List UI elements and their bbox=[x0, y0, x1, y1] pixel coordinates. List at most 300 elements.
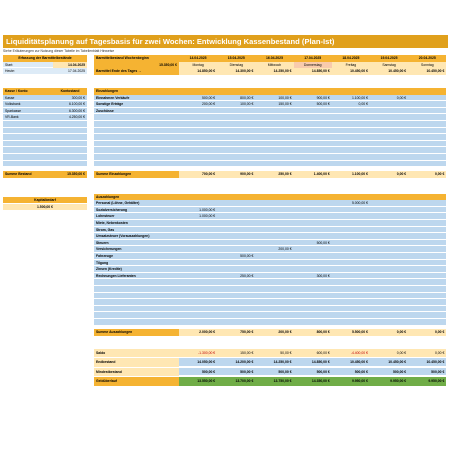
summe-auszahlungen-value[interactable]: 0,00 € bbox=[370, 329, 408, 336]
einzahlung-label[interactable]: Einnahmen Verkäufe bbox=[94, 95, 179, 102]
einzahlung-value[interactable] bbox=[179, 161, 217, 168]
auszahlung-value[interactable] bbox=[217, 312, 255, 319]
einzahlung-label[interactable]: Sonstige Erträge bbox=[94, 101, 179, 108]
auszahlung-value[interactable] bbox=[408, 306, 446, 313]
auszahlung-value[interactable] bbox=[294, 260, 332, 267]
summe-auszahlungen-value[interactable]: 750,00 € bbox=[217, 329, 255, 336]
auszahlung-value[interactable] bbox=[370, 207, 408, 214]
auszahlung-value[interactable] bbox=[408, 213, 446, 220]
endbestand-value[interactable]: 14.850,00 € bbox=[294, 358, 332, 367]
day-header[interactable]: Sonntag bbox=[408, 62, 446, 69]
endbestand-value[interactable]: 14.200,00 € bbox=[217, 358, 255, 367]
endbestand-value[interactable]: 10.450,00 € bbox=[370, 358, 408, 367]
einzahlung-label[interactable] bbox=[94, 141, 179, 148]
summe-einzahlungen-value[interactable]: 700,00 € bbox=[179, 171, 217, 178]
auszahlung-value[interactable] bbox=[179, 246, 217, 253]
einzahlung-value[interactable] bbox=[332, 121, 370, 128]
einzahlung-value[interactable] bbox=[294, 161, 332, 168]
account-name[interactable] bbox=[3, 147, 53, 154]
auszahlung-value[interactable]: 250,00 € bbox=[217, 273, 255, 280]
auszahlung-value[interactable] bbox=[217, 319, 255, 326]
einzahlung-value[interactable] bbox=[217, 147, 255, 154]
auszahlung-value[interactable] bbox=[294, 312, 332, 319]
einzahlung-value[interactable]: 800,00 € bbox=[217, 95, 255, 102]
auszahlung-value[interactable] bbox=[370, 319, 408, 326]
auszahlung-value[interactable] bbox=[332, 306, 370, 313]
einzahlung-value[interactable]: 0,00 € bbox=[332, 101, 370, 108]
account-name[interactable] bbox=[3, 141, 53, 148]
saldo-value[interactable]: 0,00 € bbox=[408, 349, 446, 358]
summe-einzahlungen-label[interactable]: Summe Einzahlungen bbox=[94, 171, 179, 178]
auszahlung-label[interactable]: Strom, Gas bbox=[94, 227, 179, 234]
einzahlungen-header-fill[interactable] bbox=[179, 88, 217, 95]
einzahlung-label[interactable] bbox=[94, 154, 179, 161]
auszahlung-value[interactable] bbox=[408, 299, 446, 306]
auszahlung-value[interactable] bbox=[179, 200, 217, 207]
saldo-value[interactable]: 600,00 € bbox=[294, 349, 332, 358]
auszahlung-value[interactable] bbox=[179, 306, 217, 313]
auszahlung-value[interactable] bbox=[370, 200, 408, 207]
einzahlung-value[interactable] bbox=[179, 134, 217, 141]
day-header[interactable]: Donnerstag bbox=[294, 62, 332, 69]
einzahlung-value[interactable] bbox=[255, 154, 293, 161]
auszahlung-value[interactable] bbox=[255, 213, 293, 220]
einzahlung-value[interactable] bbox=[370, 108, 408, 115]
auszahlung-value[interactable] bbox=[179, 253, 217, 260]
auszahlung-value[interactable] bbox=[332, 213, 370, 220]
einzahlung-label[interactable] bbox=[94, 128, 179, 135]
auszahlung-label[interactable]: Lohnsteuer bbox=[94, 213, 179, 220]
auszahlung-value[interactable] bbox=[255, 240, 293, 247]
date-header[interactable]: 18.04.2025 bbox=[332, 55, 370, 62]
bestand-value[interactable]: 15.350,00 € bbox=[94, 62, 179, 69]
einzahlung-value[interactable] bbox=[408, 161, 446, 168]
day-header[interactable]: Samstag bbox=[370, 62, 408, 69]
auszahlung-value[interactable] bbox=[408, 279, 446, 286]
einzahlung-value[interactable] bbox=[408, 95, 446, 102]
auszahlung-label[interactable]: Sozialversicherung bbox=[94, 207, 179, 214]
auszahlung-value[interactable] bbox=[332, 240, 370, 247]
auszahlung-value[interactable] bbox=[217, 240, 255, 247]
auszahlung-value[interactable]: 500,00 € bbox=[294, 240, 332, 247]
auszahlung-label[interactable] bbox=[94, 299, 179, 306]
ende-value[interactable]: 10.450,00 € bbox=[370, 68, 408, 75]
auszahlung-value[interactable] bbox=[332, 279, 370, 286]
auszahlung-value[interactable] bbox=[408, 240, 446, 247]
kapitalbedarf-value[interactable]: 1.500,00 € bbox=[3, 204, 87, 211]
auszahlung-value[interactable] bbox=[294, 233, 332, 240]
geldueberlauf-label[interactable]: Geldüberlauf bbox=[94, 377, 179, 386]
summe-einzahlungen-value[interactable]: 0,00 € bbox=[408, 171, 446, 178]
einzahlung-value[interactable]: 500,00 € bbox=[294, 101, 332, 108]
day-header[interactable]: Freitag bbox=[332, 62, 370, 69]
geldueberlauf-value[interactable]: 13.750,00 € bbox=[255, 377, 293, 386]
auszahlung-value[interactable] bbox=[294, 213, 332, 220]
date-header[interactable]: 19.04.2025 bbox=[370, 55, 408, 62]
auszahlung-value[interactable] bbox=[294, 253, 332, 260]
auszahlung-value[interactable] bbox=[179, 227, 217, 234]
mindestbestand-value[interactable]: 500,00 € bbox=[255, 368, 293, 377]
auszahlung-value[interactable] bbox=[294, 299, 332, 306]
auszahlung-value[interactable] bbox=[370, 286, 408, 293]
auszahlung-value[interactable] bbox=[370, 213, 408, 220]
auszahlung-value[interactable] bbox=[370, 253, 408, 260]
auszahlungen-header-fill[interactable] bbox=[255, 194, 293, 201]
einzahlung-value[interactable] bbox=[370, 114, 408, 121]
auszahlung-value[interactable] bbox=[294, 200, 332, 207]
auszahlung-value[interactable] bbox=[408, 200, 446, 207]
einzahlung-value[interactable] bbox=[294, 154, 332, 161]
auszahlung-value[interactable] bbox=[255, 279, 293, 286]
auszahlung-value[interactable] bbox=[294, 286, 332, 293]
einzahlung-label[interactable] bbox=[94, 134, 179, 141]
mindestbestand-value[interactable]: 500,00 € bbox=[332, 368, 370, 377]
geldueberlauf-value[interactable]: 9.950,00 € bbox=[370, 377, 408, 386]
auszahlung-value[interactable] bbox=[217, 293, 255, 300]
einzahlung-value[interactable]: 0,00 € bbox=[370, 95, 408, 102]
auszahlung-value[interactable] bbox=[408, 207, 446, 214]
auszahlung-value[interactable] bbox=[179, 286, 217, 293]
account-name[interactable]: Kasse bbox=[3, 95, 53, 102]
auszahlung-value[interactable] bbox=[255, 299, 293, 306]
einzahlung-value[interactable] bbox=[370, 121, 408, 128]
auszahlung-value[interactable] bbox=[370, 279, 408, 286]
einzahlungen-header-fill[interactable] bbox=[408, 88, 446, 95]
auszahlung-value[interactable] bbox=[179, 273, 217, 280]
auszahlung-value[interactable] bbox=[370, 306, 408, 313]
einzahlung-value[interactable] bbox=[255, 108, 293, 115]
einzahlung-value[interactable] bbox=[179, 121, 217, 128]
geldueberlauf-value[interactable]: 9.950,00 € bbox=[332, 377, 370, 386]
geldueberlauf-value[interactable]: 13.700,00 € bbox=[217, 377, 255, 386]
day-header[interactable]: Mittwoch bbox=[255, 62, 293, 69]
auszahlungen-header[interactable]: Auszahlungen bbox=[94, 194, 179, 201]
auszahlung-value[interactable] bbox=[332, 253, 370, 260]
auszahlung-label[interactable]: Zinsen (Kredite) bbox=[94, 266, 179, 273]
einzahlung-value[interactable]: 100,00 € bbox=[255, 95, 293, 102]
account-value[interactable] bbox=[53, 134, 87, 141]
einzahlungen-header[interactable]: Einzahlungen bbox=[94, 88, 179, 95]
einzahlung-value[interactable] bbox=[408, 114, 446, 121]
einzahlung-value[interactable] bbox=[294, 134, 332, 141]
einzahlung-value[interactable] bbox=[217, 141, 255, 148]
account-value[interactable]: 6.300,00 € bbox=[53, 108, 87, 115]
auszahlung-label[interactable] bbox=[94, 279, 179, 286]
einzahlung-value[interactable] bbox=[217, 128, 255, 135]
auszahlung-value[interactable] bbox=[370, 227, 408, 234]
auszahlung-value[interactable] bbox=[294, 266, 332, 273]
auszahlung-value[interactable] bbox=[294, 293, 332, 300]
auszahlung-value[interactable] bbox=[408, 253, 446, 260]
einzahlung-value[interactable] bbox=[255, 114, 293, 121]
account-value[interactable] bbox=[53, 147, 87, 154]
einzahlung-value[interactable] bbox=[294, 128, 332, 135]
auszahlungen-header-fill[interactable] bbox=[370, 194, 408, 201]
auszahlung-value[interactable] bbox=[294, 319, 332, 326]
einzahlung-value[interactable] bbox=[370, 161, 408, 168]
auszahlung-value[interactable] bbox=[332, 207, 370, 214]
einzahlungen-header-fill[interactable] bbox=[255, 88, 293, 95]
einzahlung-value[interactable] bbox=[332, 128, 370, 135]
endbestand-value[interactable]: 10.450,00 € bbox=[332, 358, 370, 367]
einzahlung-value[interactable] bbox=[217, 108, 255, 115]
auszahlung-value[interactable] bbox=[255, 260, 293, 267]
auszahlung-value[interactable] bbox=[294, 220, 332, 227]
account-name[interactable] bbox=[3, 134, 53, 141]
summe-auszahlungen-value[interactable]: 0,00 € bbox=[408, 329, 446, 336]
konto-header[interactable]: Kontostand bbox=[53, 88, 87, 95]
saldo-value[interactable]: 150,00 € bbox=[217, 349, 255, 358]
auszahlung-value[interactable] bbox=[370, 266, 408, 273]
date-header[interactable]: 14.04.2025 bbox=[179, 55, 217, 62]
einzahlung-value[interactable] bbox=[408, 134, 446, 141]
auszahlung-value[interactable] bbox=[179, 260, 217, 267]
account-value[interactable] bbox=[53, 161, 87, 168]
auszahlung-label[interactable] bbox=[94, 319, 179, 326]
einzahlung-value[interactable] bbox=[294, 114, 332, 121]
auszahlung-label[interactable] bbox=[94, 286, 179, 293]
einzahlung-value[interactable] bbox=[217, 121, 255, 128]
auszahlung-value[interactable] bbox=[255, 207, 293, 214]
auszahlung-value[interactable] bbox=[332, 312, 370, 319]
auszahlung-value[interactable] bbox=[408, 260, 446, 267]
auszahlung-value[interactable] bbox=[332, 273, 370, 280]
mindestbestand-value[interactable]: 500,00 € bbox=[294, 368, 332, 377]
auszahlung-value[interactable] bbox=[332, 220, 370, 227]
einzahlung-value[interactable] bbox=[408, 121, 446, 128]
summe-bestand-value[interactable]: 15.350,00 € bbox=[53, 171, 87, 178]
einzahlung-value[interactable] bbox=[179, 128, 217, 135]
auszahlung-value[interactable] bbox=[255, 293, 293, 300]
ende-label[interactable]: Barmittel Ende des Tages → bbox=[94, 68, 179, 75]
auszahlung-value[interactable] bbox=[255, 312, 293, 319]
date-header[interactable]: 20.04.2025 bbox=[408, 55, 446, 62]
kapitalbedarf-label[interactable]: Kapitalbedarf bbox=[3, 197, 87, 204]
auszahlung-value[interactable]: 1.000,00 € bbox=[179, 207, 217, 214]
auszahlung-value[interactable] bbox=[255, 220, 293, 227]
einzahlung-value[interactable] bbox=[370, 147, 408, 154]
auszahlung-value[interactable] bbox=[370, 273, 408, 280]
ende-value[interactable]: 14.850,00 € bbox=[294, 68, 332, 75]
einzahlung-value[interactable] bbox=[179, 147, 217, 154]
einzahlungen-header-fill[interactable] bbox=[332, 88, 370, 95]
auszahlung-value[interactable] bbox=[294, 279, 332, 286]
einzahlung-value[interactable] bbox=[255, 161, 293, 168]
saldo-value[interactable]: -1.300,00 € bbox=[179, 349, 217, 358]
auszahlung-value[interactable] bbox=[179, 299, 217, 306]
saldo-value[interactable]: 50,00 € bbox=[255, 349, 293, 358]
auszahlung-value[interactable]: 1.000,00 € bbox=[179, 213, 217, 220]
auszahlung-value[interactable] bbox=[408, 220, 446, 227]
mindestbestand-value[interactable]: 500,00 € bbox=[179, 368, 217, 377]
auszahlung-label[interactable]: Personal (Löhne, Gehälter) bbox=[94, 200, 179, 207]
mindestbestand-value[interactable]: 500,00 € bbox=[408, 368, 446, 377]
auszahlung-value[interactable] bbox=[217, 200, 255, 207]
auszahlung-value[interactable] bbox=[179, 312, 217, 319]
auszahlung-value[interactable] bbox=[217, 233, 255, 240]
auszahlung-value[interactable] bbox=[370, 312, 408, 319]
account-value[interactable] bbox=[53, 154, 87, 161]
auszahlung-label[interactable]: Versicherungen bbox=[94, 246, 179, 253]
auszahlung-value[interactable]: 500,00 € bbox=[217, 253, 255, 260]
summe-einzahlungen-value[interactable]: 1.400,00 € bbox=[294, 171, 332, 178]
auszahlung-value[interactable] bbox=[370, 293, 408, 300]
auszahlung-value[interactable] bbox=[179, 240, 217, 247]
einzahlung-value[interactable] bbox=[370, 134, 408, 141]
date-header[interactable]: 17.04.2025 bbox=[294, 55, 332, 62]
start-label[interactable]: Start: bbox=[3, 62, 53, 69]
auszahlung-label[interactable] bbox=[94, 293, 179, 300]
auszahlung-value[interactable] bbox=[179, 233, 217, 240]
auszahlung-value[interactable] bbox=[332, 319, 370, 326]
auszahlung-value[interactable] bbox=[255, 273, 293, 280]
account-name[interactable]: Sparkasse bbox=[3, 108, 53, 115]
auszahlung-value[interactable] bbox=[370, 233, 408, 240]
date-header[interactable]: 15.04.2025 bbox=[217, 55, 255, 62]
auszahlung-label[interactable]: Rechnungen Lieferanten bbox=[94, 273, 179, 280]
einzahlung-value[interactable] bbox=[408, 141, 446, 148]
einzahlung-value[interactable] bbox=[179, 108, 217, 115]
auszahlung-value[interactable] bbox=[255, 253, 293, 260]
auszahlung-value[interactable] bbox=[294, 246, 332, 253]
auszahlung-value[interactable] bbox=[217, 227, 255, 234]
saldo-label[interactable]: Saldo bbox=[94, 349, 179, 358]
mindestbestand-label[interactable]: Mindestbestand bbox=[94, 368, 179, 377]
summe-einzahlungen-value[interactable]: 0,00 € bbox=[370, 171, 408, 178]
ende-value[interactable]: 10.450,00 € bbox=[408, 68, 446, 75]
einzahlung-value[interactable] bbox=[332, 161, 370, 168]
auszahlung-label[interactable]: Tilgung bbox=[94, 260, 179, 267]
account-value[interactable] bbox=[53, 121, 87, 128]
einzahlung-value[interactable]: 1.100,00 € bbox=[332, 95, 370, 102]
einzahlung-value[interactable] bbox=[294, 147, 332, 154]
summe-einzahlungen-value[interactable]: 250,00 € bbox=[255, 171, 293, 178]
geldueberlauf-value[interactable]: 14.350,00 € bbox=[294, 377, 332, 386]
kasse-header[interactable]: Kasse / Konto bbox=[3, 88, 53, 95]
auszahlung-value[interactable] bbox=[255, 286, 293, 293]
summe-einzahlungen-value[interactable]: 1.100,00 € bbox=[332, 171, 370, 178]
auszahlung-value[interactable] bbox=[217, 220, 255, 227]
bestand-label[interactable]: Barmittelbestand Wochenbeginn bbox=[94, 55, 179, 62]
mindestbestand-value[interactable]: 500,00 € bbox=[217, 368, 255, 377]
auszahlung-value[interactable] bbox=[370, 220, 408, 227]
auszahlung-value[interactable] bbox=[332, 299, 370, 306]
einzahlung-value[interactable] bbox=[370, 154, 408, 161]
einzahlung-value[interactable]: 200,00 € bbox=[179, 101, 217, 108]
einzahlung-value[interactable] bbox=[255, 141, 293, 148]
auszahlung-value[interactable] bbox=[255, 227, 293, 234]
einzahlung-value[interactable] bbox=[332, 154, 370, 161]
geldueberlauf-value[interactable]: 13.550,00 € bbox=[179, 377, 217, 386]
auszahlung-value[interactable] bbox=[217, 299, 255, 306]
auszahlung-label[interactable]: Umsatzsteuer (Vorauszahlungen) bbox=[94, 233, 179, 240]
erfassung-header[interactable]: Erfassung der Barmittelbestände bbox=[3, 55, 87, 62]
auszahlung-value[interactable] bbox=[217, 260, 255, 267]
auszahlung-value[interactable] bbox=[408, 293, 446, 300]
einzahlung-label[interactable]: Zuschüsse bbox=[94, 108, 179, 115]
auszahlung-value[interactable] bbox=[294, 207, 332, 214]
auszahlungen-header-fill[interactable] bbox=[179, 194, 217, 201]
account-value[interactable]: 6.100,00 € bbox=[53, 101, 87, 108]
account-value[interactable] bbox=[53, 128, 87, 135]
einzahlung-value[interactable] bbox=[370, 141, 408, 148]
auszahlung-value[interactable]: 300,00 € bbox=[294, 273, 332, 280]
auszahlung-value[interactable] bbox=[255, 306, 293, 313]
mindestbestand-value[interactable]: 500,00 € bbox=[370, 368, 408, 377]
einzahlung-value[interactable] bbox=[255, 121, 293, 128]
summe-auszahlungen-value[interactable]: 2.000,00 € bbox=[179, 329, 217, 336]
auszahlung-value[interactable] bbox=[408, 319, 446, 326]
ende-value[interactable]: 10.450,00 € bbox=[332, 68, 370, 75]
summe-auszahlungen-value[interactable]: 200,00 € bbox=[255, 329, 293, 336]
ende-value[interactable]: 14.300,00 € bbox=[217, 68, 255, 75]
auszahlung-value[interactable] bbox=[179, 279, 217, 286]
auszahlung-value[interactable]: 200,00 € bbox=[255, 246, 293, 253]
auszahlung-value[interactable] bbox=[294, 306, 332, 313]
auszahlung-value[interactable] bbox=[332, 260, 370, 267]
einzahlung-value[interactable]: 900,00 € bbox=[294, 95, 332, 102]
account-name[interactable]: VR-Bank bbox=[3, 114, 53, 121]
einzahlung-label[interactable] bbox=[94, 161, 179, 168]
einzahlung-value[interactable] bbox=[332, 114, 370, 121]
summe-auszahlungen-label[interactable]: Summe Auszahlungen bbox=[94, 329, 179, 336]
einzahlung-value[interactable] bbox=[255, 134, 293, 141]
date-header[interactable]: 16.04.2025 bbox=[255, 55, 293, 62]
einzahlung-value[interactable] bbox=[332, 108, 370, 115]
account-value[interactable]: 4.250,00 € bbox=[53, 114, 87, 121]
summe-einzahlungen-value[interactable]: 900,00 € bbox=[217, 171, 255, 178]
auszahlung-value[interactable] bbox=[217, 306, 255, 313]
auszahlung-value[interactable] bbox=[370, 240, 408, 247]
heute-value[interactable]: 17.04.2025 bbox=[53, 68, 87, 75]
einzahlung-value[interactable] bbox=[408, 154, 446, 161]
auszahlung-value[interactable] bbox=[408, 312, 446, 319]
summe-bestand-label[interactable]: Summe Bestand bbox=[3, 171, 53, 178]
einzahlung-value[interactable] bbox=[179, 114, 217, 121]
auszahlung-label[interactable] bbox=[94, 312, 179, 319]
auszahlung-value[interactable] bbox=[408, 273, 446, 280]
einzahlung-value[interactable] bbox=[408, 128, 446, 135]
auszahlung-value[interactable] bbox=[408, 227, 446, 234]
einzahlung-value[interactable] bbox=[255, 147, 293, 154]
saldo-value[interactable]: 0,00 € bbox=[370, 349, 408, 358]
einzahlung-label[interactable] bbox=[94, 121, 179, 128]
einzahlung-label[interactable] bbox=[94, 114, 179, 121]
ende-value[interactable]: 14.250,00 € bbox=[255, 68, 293, 75]
einzahlung-value[interactable] bbox=[370, 128, 408, 135]
auszahlung-value[interactable] bbox=[332, 286, 370, 293]
einzahlung-value[interactable] bbox=[294, 108, 332, 115]
endbestand-value[interactable]: 14.050,00 € bbox=[179, 358, 217, 367]
auszahlung-value[interactable] bbox=[255, 233, 293, 240]
auszahlung-value[interactable] bbox=[255, 319, 293, 326]
geldueberlauf-value[interactable]: 9.950,00 € bbox=[408, 377, 446, 386]
einzahlungen-header-fill[interactable] bbox=[217, 88, 255, 95]
account-name[interactable]: Volksbank bbox=[3, 101, 53, 108]
auszahlungen-header-fill[interactable] bbox=[294, 194, 332, 201]
auszahlung-value[interactable] bbox=[370, 260, 408, 267]
auszahlung-label[interactable]: Steuern bbox=[94, 240, 179, 247]
einzahlung-value[interactable] bbox=[294, 141, 332, 148]
auszahlung-label[interactable]: Fahrzeuge bbox=[94, 253, 179, 260]
einzahlung-value[interactable] bbox=[217, 154, 255, 161]
auszahlung-label[interactable] bbox=[94, 306, 179, 313]
auszahlung-value[interactable] bbox=[179, 319, 217, 326]
auszahlung-value[interactable] bbox=[255, 200, 293, 207]
account-value[interactable]: 300,00 € bbox=[53, 95, 87, 102]
auszahlung-value[interactable] bbox=[332, 266, 370, 273]
auszahlung-value[interactable] bbox=[332, 227, 370, 234]
